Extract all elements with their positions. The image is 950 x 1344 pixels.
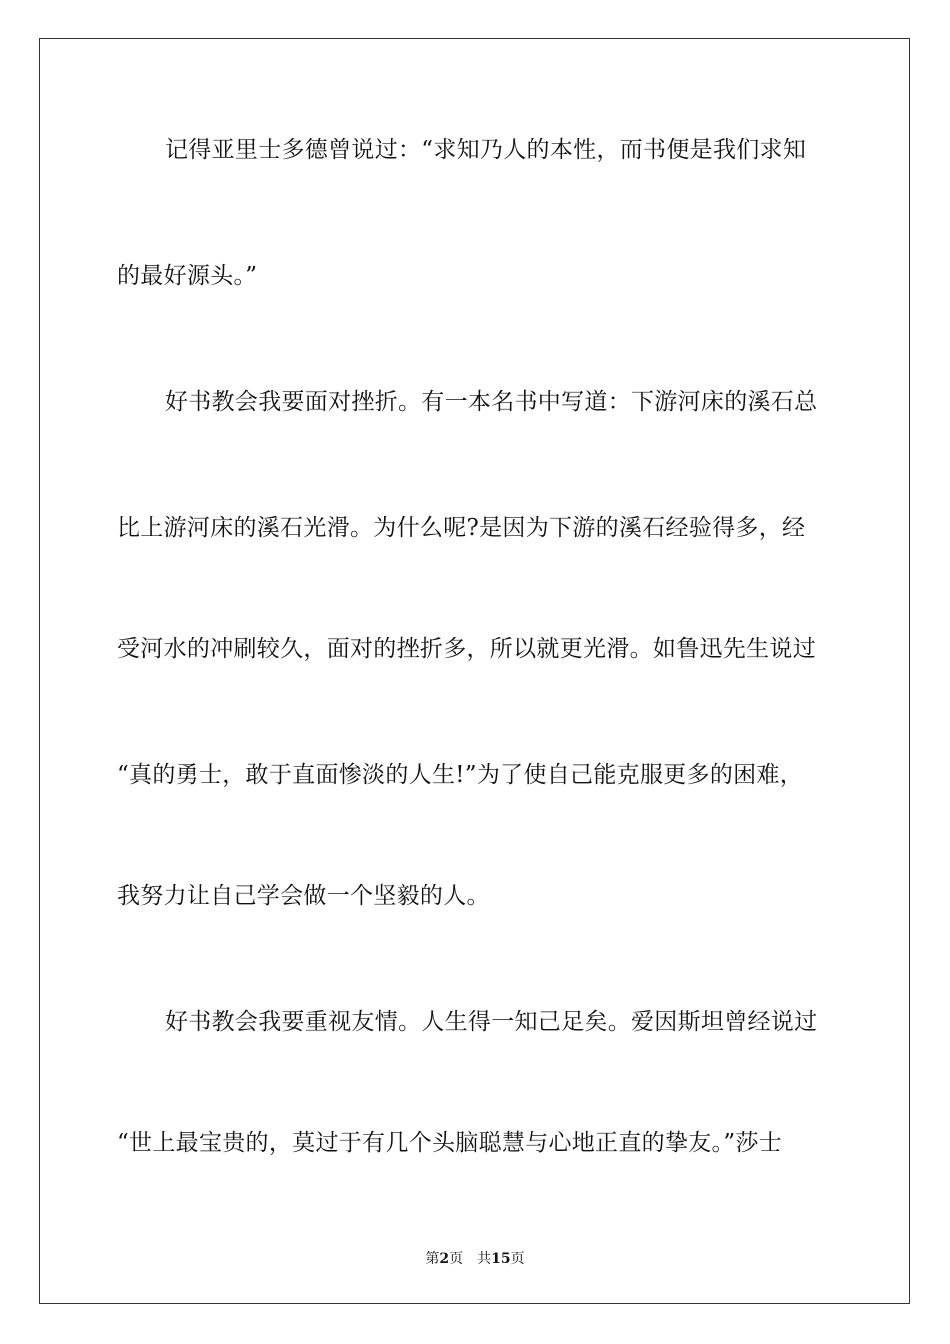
page-footer [0,1248,950,1268]
paragraph-line: 好书教会我要重视友情。人生得一知己足矣。爱因斯坦曾经说过 [165,1009,818,1035]
paragraph-line: 我努力让自己学会做一个坚毅的人。 [117,883,490,909]
paragraph-line: 好书教会我要面对挫折。有一本名书中写道：下游河床的溪石总 [165,389,818,415]
paragraph-line: 的最好源头。” [117,263,258,289]
paragraph-line: “世上最宝贵的，莫过于有几个头脑聪慧与心地正直的挚友。”莎士 [117,1130,783,1156]
page-prefix: 第 [425,1251,440,1267]
total-prefix: 共 [477,1251,492,1267]
total-suffix: 页 [510,1251,525,1267]
page-frame [39,38,910,1304]
page-suffix: 页 [449,1251,464,1267]
page-number: 2 [439,1251,450,1267]
paragraph-line: 受河水的冲刷较久，面对的挫折多，所以就更光滑。如鲁迅先生说过 [117,636,816,662]
paragraph-line: 比上游河床的溪石光滑。为什么呢?是因为下游的溪石经验得多，经 [117,515,806,541]
total-pages: 15 [491,1251,511,1267]
paragraph-line: 记得亚里士多德曾说过：“求知乃人的本性，而书便是我们求知 [165,137,807,163]
paragraph-line: “真的勇士，敢于直面惨淡的人生!”为了使自己能克服更多的困难， [117,762,804,788]
